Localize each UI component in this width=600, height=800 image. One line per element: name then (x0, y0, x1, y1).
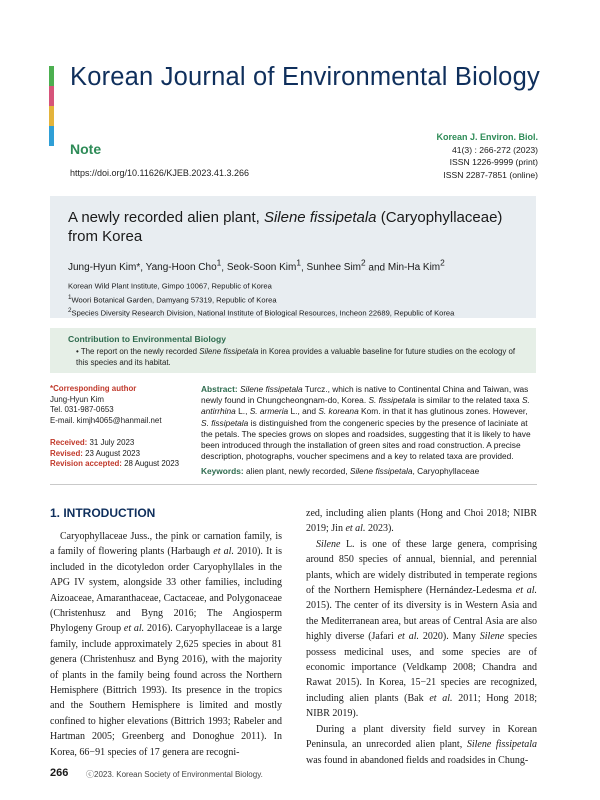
accepted-date: Revision accepted: 28 August 2023 (50, 459, 179, 469)
corresponding-author-name: Jung-Hyun Kim (50, 394, 104, 404)
contribution-panel (50, 328, 536, 373)
color-bar-green (49, 66, 54, 86)
title-text-end: (Caryophyllaceae) from Korea (68, 209, 503, 245)
author-list: Jung-Hyun Kim*, Yang-Hoon Cho$^1$, Seok-Soon Kim$^1$, Sunhee Sim$^2$ and Min-Ha Kim$^2$ (68, 258, 445, 274)
correspondence-block (50, 384, 185, 426)
author: Sunhee Sim$^2$ (306, 258, 366, 274)
body-column-left (50, 529, 282, 760)
author: Seok-Soon Kim$^1$ (226, 258, 301, 274)
affiliation: $^1$Woori Botanical Garden, Damyang 57319, Republic of Korea (68, 293, 277, 305)
affiliation: Korean Wild Plant Institute, Gimpo 10067, Republic of Korea (68, 281, 272, 291)
body-column-right (306, 506, 537, 768)
corresponding-author-email[interactable]: E-mail. kimjh4065@hanmail.net (50, 415, 162, 425)
paragraph: zed, including alien plants (Hong and Choi 2018; NIBR 2019; Jin et al. 2023). (306, 508, 537, 535)
abstract: Abstract: Silene fissipetala Turcz., which is native to Continental China and Taiwan, was newly found in Chungcheongnam-do, Korea. S. fissipetala is similar to the related taxa S. antirrhina L., S. armeria L., and S. koreana Kom. in that it has glutinous zones. However, S. fissipetala is distinguished from the congeneric species by the presence of laciniate at the petals. The species grows on slopes and roadsides, suggesting that it is likely to have been introduced through the installation of green sites and road construction. A precise description, photographs, voucher specimens and a key to related taxa are provided. (201, 384, 531, 462)
page-number: 266 (50, 767, 69, 779)
paragraph: Silene L. is one of these large genera, comprising around 850 species of annual, biennial, and perennial plants, which are widely distributed in temperate regions of the Northern Hemisphere (Hernández-Ledesma et al. 2015). The center of its diversity is in Western Asia and the Mediterranean area, but areas of Central Asia are also highly diverse (Jafari et al. 2020). Many Silene species possess medicinal uses, and some species are of economic importance (Veldkamp 2008; Chandra and Rawat 2015). In Korea, 15−21 species are recognized, including alien plants (Bak et al. 2011; Hong 2018; NIBR 2019). (306, 538, 537, 720)
contribution-text: • The report on the newly recorded Silene fissipetala in Korea provides a valuable baseline for future studies on the ecology of this species and its habitat. (76, 347, 516, 367)
paragraph: During a plant diversity field survey in Korean Peninsula, an unrecorded alien plant, Silene fissipetala was found in abandoned fields and roadsides in Chung- (306, 723, 538, 766)
journal-title: Korean Journal of Environmental Biology (70, 63, 540, 91)
affiliation: $^2$Species Diversity Research Division, National Institute of Biological Resources, Incheon 22689, Republic of Korea (68, 307, 455, 318)
citation-block (436, 131, 538, 181)
author: Min-Ha Kim$^2$ (387, 258, 445, 274)
issn-online: ISSN 2287-7851 (online) (443, 169, 538, 180)
color-bar-yellow (49, 106, 54, 126)
introduction-heading: 1. INTRODUCTION (50, 506, 156, 520)
revised-date: Revised: 23 August 2023 (50, 448, 140, 458)
received-date: Received: 31 July 2023 (50, 438, 135, 447)
abstract-label: Abstract: (201, 384, 238, 394)
paragraph: Caryophyllaceae Juss., the pink or carnation family, is a family of flowering plants (Harbaugh et al. 2010). It is included in the dicotyledon order Caryophyllales in the APG IV system, alongside 33 other families, including Aizoaceae, Amaranthaceae, Cactaceae, and Polygonaceae (Christenhusz and Byng 2016; The Angiosperm Phylogeny Group et al. 2016). Caryophyllaceae is a large family, include approximately 2,625 species in about 81 genera (Christenhusz and Byng 2016), with the majority of plants in the family being found across the Northern Hemisphere (Bittrich 1993). Its presence in the tropics and the Southern Hemisphere is limited and mostly confined to higher elevations (Bittrich 1993; Rabeler and Hartman 2005; Greenberg and Donoghue 2011). In Korea, 66−91 species of 17 genera are recogni- (50, 531, 283, 758)
color-bar-blue (49, 126, 54, 146)
journal-color-bar (49, 66, 54, 146)
volume-pages: 41(3) : 266-272 (2023) (452, 144, 538, 155)
title-text: A newly recorded alien plant, (68, 209, 264, 226)
author: Yang-Hoon Cho$^1$ (145, 258, 222, 274)
author: Jung-Hyun Kim* (68, 262, 141, 274)
contribution-heading: Contribution to Environmental Biology (68, 334, 227, 344)
affiliations (68, 278, 454, 319)
issn-print: ISSN 1226-9999 (print) (449, 157, 538, 168)
bullet-icon: • (76, 347, 79, 356)
title-species: Silene fissipetala (263, 209, 377, 226)
keywords: Keywords: alien plant, newly recorded, Silene fissipetala, Caryophyllaceae (201, 466, 480, 476)
copyright-notice: ⓒ2023. Korean Society of Environmental Biology. (86, 770, 263, 779)
keywords-label: Keywords: (201, 466, 244, 476)
article-title (68, 208, 528, 246)
doi-link[interactable]: https://doi.org/10.11626/KJEB.2023.41.3.266 (70, 168, 249, 178)
corresponding-author-heading: *Corresponding author (50, 384, 137, 393)
title-panel (50, 196, 536, 318)
color-bar-pink (49, 86, 54, 106)
article-dates (50, 438, 179, 470)
corresponding-author-tel: Tel. 031-987-0653 (50, 405, 114, 415)
section-label: Note (70, 141, 102, 157)
section-divider (50, 484, 537, 485)
journal-abbrev: Korean J. Environ. Biol. (436, 132, 538, 142)
